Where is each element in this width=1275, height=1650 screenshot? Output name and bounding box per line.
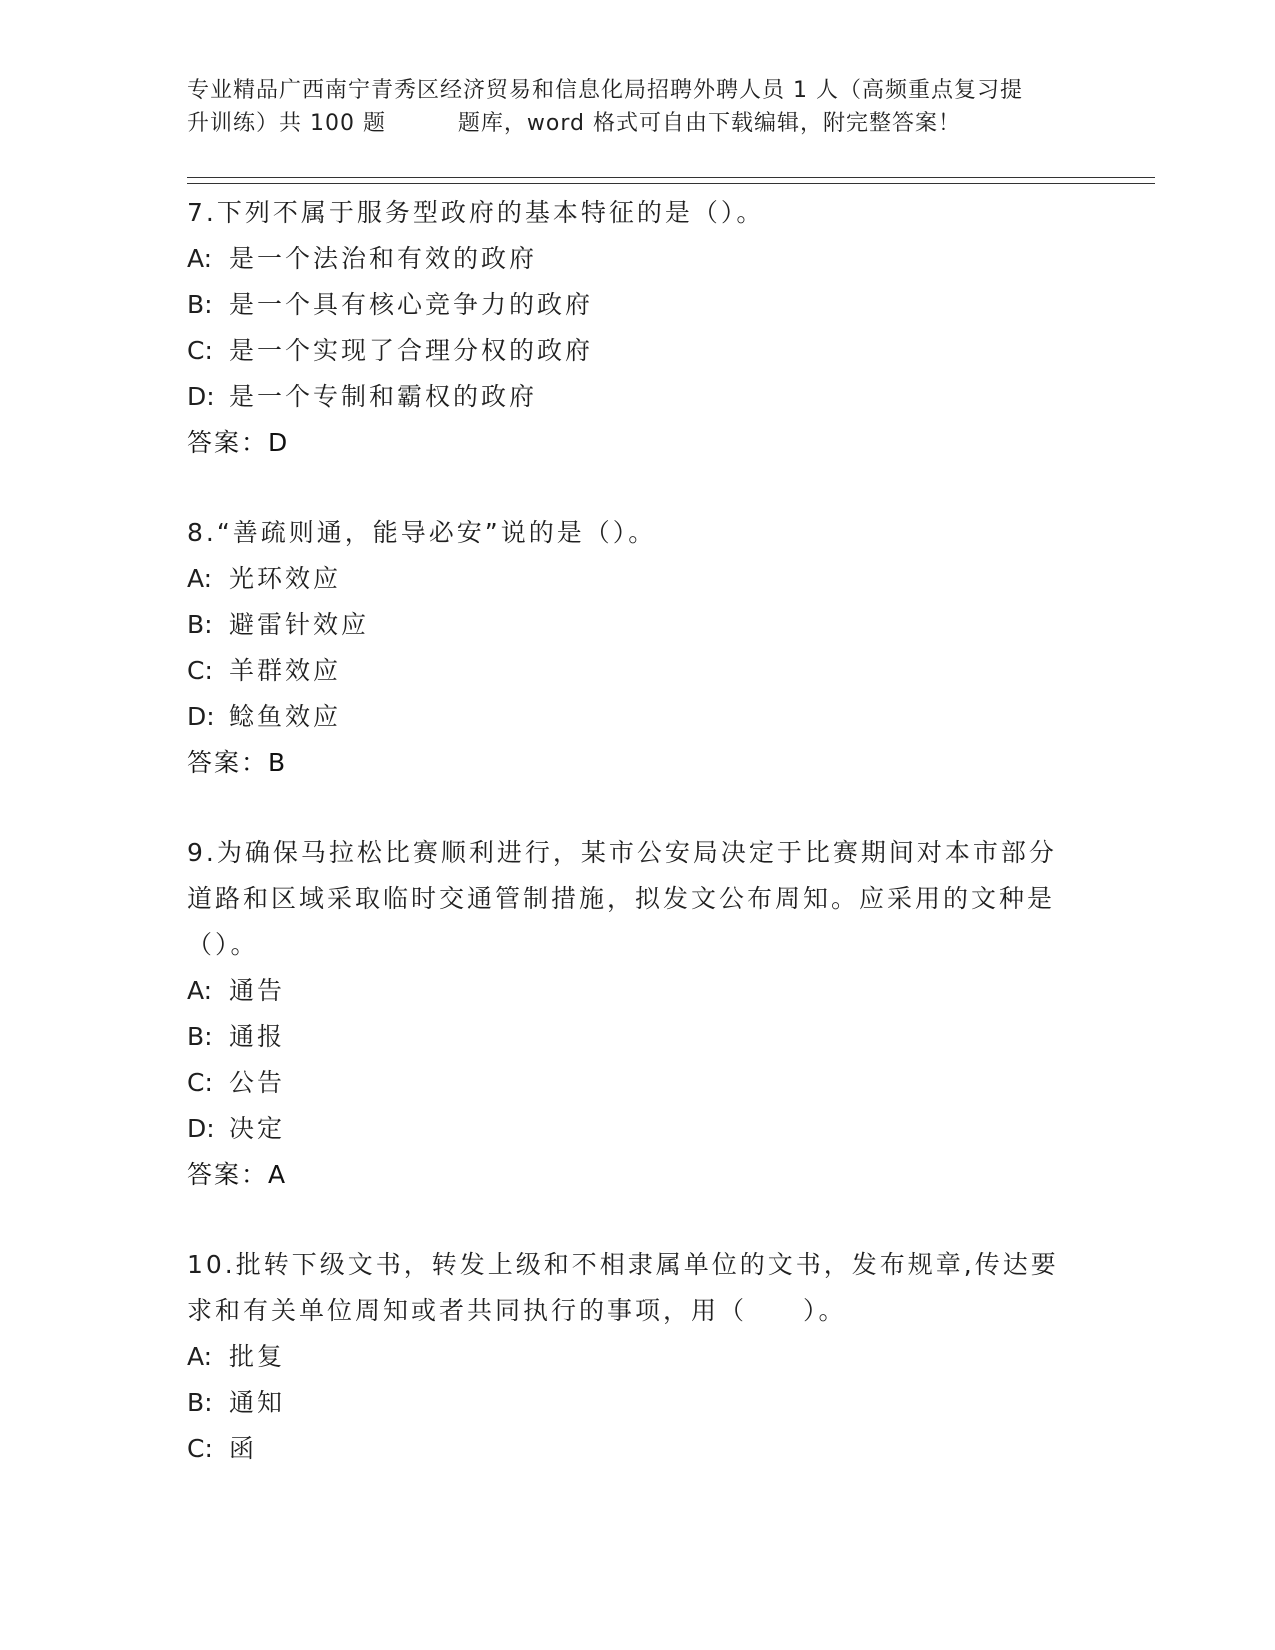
option-c [187, 1060, 1067, 1106]
option-d [187, 374, 1067, 420]
header-title-line-1: 专业精品广西南宁青秀区经济贸易和信息化局招聘外聘人员 1 人（高频重点复习提 [187, 78, 1023, 103]
option-letter: D: [187, 1114, 215, 1143]
question-9 [187, 830, 1067, 1198]
answer-line: 答案：A [187, 1160, 288, 1189]
question-10 [187, 1242, 1067, 1472]
option-text: 通报 [229, 1022, 286, 1051]
option-letter: C: [187, 1434, 213, 1463]
option-b [187, 1380, 1067, 1426]
option-text: 函 [229, 1434, 258, 1463]
option-c [187, 648, 1067, 694]
option-text: 羊群效应 [229, 656, 342, 685]
answer-line: 答案：B [187, 748, 288, 777]
option-letter: B: [187, 1022, 213, 1051]
option-letter: D: [187, 702, 215, 731]
option-a [187, 968, 1067, 1014]
option-d [187, 1106, 1067, 1152]
option-text: 是一个具有核心竞争力的政府 [229, 290, 594, 319]
option-b [187, 1014, 1067, 1060]
option-b [187, 602, 1067, 648]
option-letter: B: [187, 610, 213, 639]
question-list [187, 190, 1067, 1516]
option-letter: B: [187, 290, 213, 319]
header-divider-bottom [187, 183, 1155, 184]
option-text: 光环效应 [229, 564, 342, 593]
option-letter: A: [187, 564, 213, 593]
question-text: 8.“善疏则通，能导必安”说的是（）。 [187, 518, 657, 547]
question-text: 10.批转下级文书，转发上级和不相隶属单位的文书，发布规章,传达要求和有关单位周知或者共同执行的事项，用（ ）。 [187, 1250, 1059, 1325]
option-text: 鲶鱼效应 [229, 702, 342, 731]
option-text: 公告 [229, 1068, 286, 1097]
option-letter: D: [187, 382, 215, 411]
header-title-line-2: 升训练）共 100 题 题库，word 格式可自由下载编辑，附完整答案！ [187, 111, 961, 136]
option-letter: A: [187, 1342, 213, 1371]
option-text: 是一个法治和有效的政府 [229, 244, 538, 273]
option-a [187, 1334, 1067, 1380]
option-letter: A: [187, 976, 213, 1005]
option-d [187, 694, 1067, 740]
answer-line: 答案：D [187, 428, 290, 457]
option-text: 批复 [229, 1342, 286, 1371]
question-text: 9.为确保马拉松比赛顺利进行，某市公安局决定于比赛期间对本市部分道路和区域采取临时交通管制措施，拟发文公布周知。应采用的文种是（）。 [187, 838, 1057, 959]
option-text: 通知 [229, 1388, 286, 1417]
option-b [187, 282, 1067, 328]
option-text: 是一个专制和霸权的政府 [229, 382, 538, 411]
option-a [187, 236, 1067, 282]
option-text: 决定 [229, 1114, 286, 1143]
option-text: 通告 [229, 976, 286, 1005]
document-header [187, 74, 1087, 140]
option-text: 避雷针效应 [229, 610, 370, 639]
question-7 [187, 190, 1067, 466]
option-c [187, 328, 1067, 374]
option-letter: A: [187, 244, 213, 273]
option-c [187, 1426, 1067, 1472]
header-divider-top [187, 177, 1155, 178]
question-8 [187, 510, 1067, 786]
option-letter: C: [187, 336, 213, 365]
option-text: 是一个实现了合理分权的政府 [229, 336, 594, 365]
option-letter: B: [187, 1388, 213, 1417]
option-a [187, 556, 1067, 602]
question-text: 7.下列不属于服务型政府的基本特征的是（）。 [187, 198, 765, 227]
option-letter: C: [187, 1068, 213, 1097]
option-letter: C: [187, 656, 213, 685]
